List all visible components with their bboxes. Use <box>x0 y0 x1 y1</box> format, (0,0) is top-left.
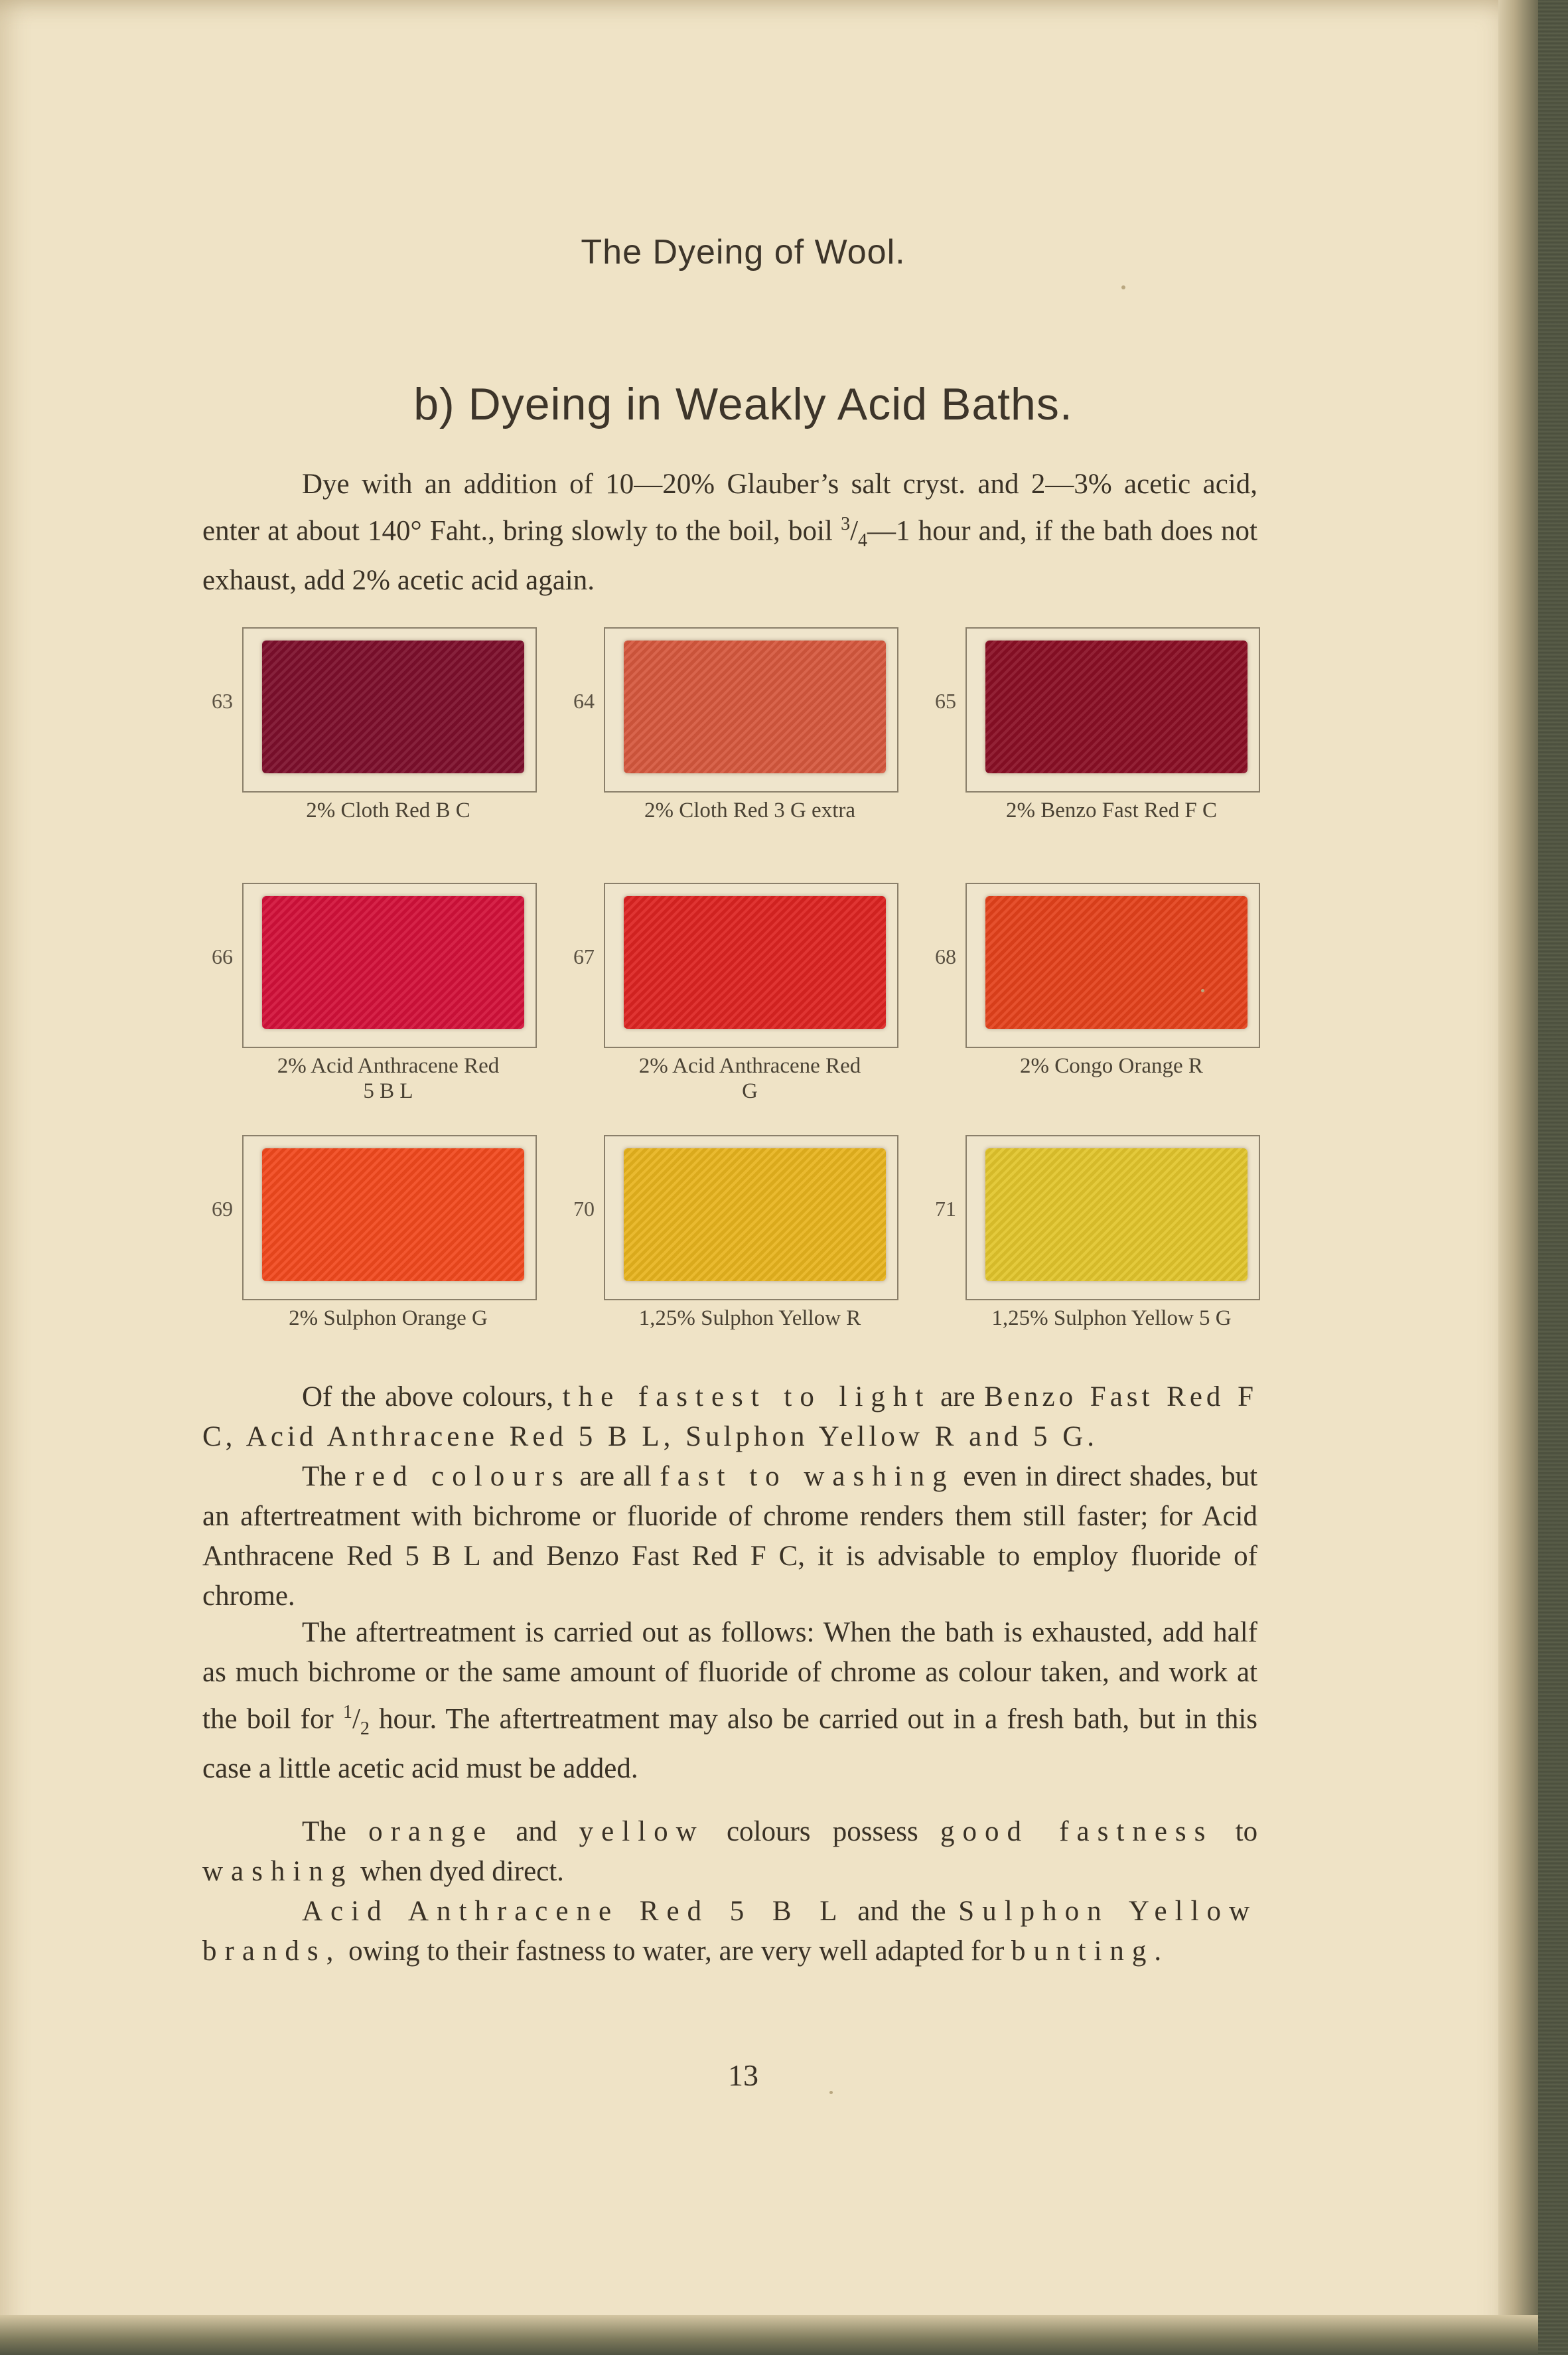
fabric-swatch-68 <box>985 896 1247 1029</box>
paper-speck <box>1121 285 1125 289</box>
swatch-caption: 2% Benzo Fast Red F C <box>1005 798 1218 822</box>
swatch-number: 70 <box>573 1196 595 1221</box>
paper-speck <box>1201 989 1204 992</box>
body-paragraph-3: The aftertreatment is carried out as follows: When the bath is exhausted, add half as much bichrome or the same amount of fluoride of chrome as colour taken, and work at the boil for $^1/_2$ hour. The aftertreatment may also be carried out in a fresh bath, but in this case a little acetic acid must be added. <box>202 1617 1258 1784</box>
fabric-swatch-64 <box>624 641 886 773</box>
p1-text-b: are <box>940 1381 975 1412</box>
fabric-swatch-63 <box>262 641 524 773</box>
p4-text-c: colours possess <box>726 1816 918 1847</box>
fabric-swatch-69 <box>262 1148 524 1281</box>
p3-text-b: hour. The aftertreatment may also be carried out in a fresh bath, but in this case a little acetic acid must be added. <box>202 1703 1258 1784</box>
swatch-caption: 2% Acid Anthracene Red G <box>638 1054 861 1103</box>
p5-text-a: and the <box>857 1896 946 1927</box>
swatch-number: 68 <box>935 944 956 968</box>
swatch-number: 71 <box>935 1196 956 1221</box>
swatch-caption: 2% Acid Anthracene Red 5 B L <box>277 1054 500 1103</box>
p4-emphasis-2: yellow <box>579 1816 705 1847</box>
p5-text-b: owing to their fastness to water, are very well adapted for <box>348 1936 1005 1967</box>
p4-emphasis-4: washing <box>202 1856 354 1887</box>
swatch-number: 63 <box>212 688 233 713</box>
book-cover-edge <box>1538 0 1568 2355</box>
page-number: 13 <box>728 2058 758 2092</box>
page-edge <box>1498 0 1538 2355</box>
swatch-caption: 1,25% Sulphon Yellow R <box>638 1306 861 1330</box>
p2-emphasis: red colours <box>354 1461 571 1492</box>
fraction-numerator: 3 <box>841 514 851 534</box>
paper-speck <box>829 2091 833 2094</box>
fabric-swatch-65 <box>985 641 1247 773</box>
p2-text-c: even in direct shades, but an aftertreatment with bichrome or fluoride of chrome renders them still faster; for Acid Anthracene Red 5 B L and Benzo Fast Red F C, it is advisable to employ fluoride of chrome. <box>202 1461 1258 1612</box>
swatch-number: 65 <box>935 688 956 713</box>
p4-emphasis-3: good fastness <box>940 1816 1214 1847</box>
swatch-number: 69 <box>212 1196 233 1221</box>
p4-text-b: and <box>516 1816 557 1847</box>
page-bottom-edge <box>0 2315 1538 2355</box>
intro-paragraph: Dye with an addition of 10—20% Glauber’s salt cryst. and 2—3% acetic acid, enter at about 140° Faht., bring slowly to the boil, boil $^3/_4—1$ hour and, if the bath does not exhaust, add 2% acetic acid again. <box>202 469 1258 596</box>
p3-text-a: The aftertreatment is carried out as follows: When the bath is exhausted, add half as much bichrome or the same amount of fluoride of chrome as colour taken, and work at the boil for <box>202 1617 1257 1735</box>
section-title: b) Dyeing in Weakly Acid Baths. <box>413 379 1073 429</box>
running-head: The Dyeing of Wool. <box>581 233 906 271</box>
p5-emphasis-2: Sulphon Yellow brands, <box>202 1896 1258 1967</box>
p1-emphasis: the fastest to light <box>562 1381 932 1412</box>
fraction-denominator: 4 <box>858 530 868 551</box>
swatch-number: 66 <box>212 944 233 968</box>
fraction-numerator: 1 <box>342 1702 352 1722</box>
p1-text-c: Benzo Fast Red F C, Acid Anthracene Red 5 B L, Sulphon Yellow R and 5 G. <box>202 1381 1258 1452</box>
swatch-number: 67 <box>573 944 595 968</box>
intro-line1: Dye with an addition of 10—20% Glauber’s salt cryst. and 2—3% acetic acid, enter at about 140° Faht., bring slowly to the boil, boil <box>202 469 1257 547</box>
p4-text-d: to <box>1235 1816 1258 1847</box>
swatch-caption: 2% Cloth Red B C <box>306 798 470 822</box>
body-paragraph-4 <box>202 1812 1257 1892</box>
intro-line2: —1 hour and, if the bath does not exhaust, add 2% acetic acid again. <box>202 515 1258 596</box>
body-paragraph-2 <box>202 1457 1257 1616</box>
p4-text-e: when dyed direct. <box>360 1856 564 1887</box>
p4-text-a: The <box>302 1816 346 1847</box>
fabric-swatch-66 <box>262 896 524 1029</box>
swatch-number: 64 <box>573 688 595 713</box>
fabric-swatch-70 <box>624 1148 886 1281</box>
fabric-swatch-71 <box>985 1148 1247 1281</box>
p2-text-b: are all <box>579 1461 652 1492</box>
swatch-caption: 2% Congo Orange R <box>1020 1054 1203 1078</box>
p2-text-a: The <box>302 1461 346 1492</box>
p2-emphasis-2: fast to washing <box>660 1461 955 1492</box>
fraction-denominator: 2 <box>360 1718 370 1739</box>
p4-emphasis: orange <box>368 1816 494 1847</box>
fabric-swatch-67 <box>624 896 886 1029</box>
p1-text: Of the above colours, <box>302 1381 553 1412</box>
body-paragraph-1 <box>202 1377 1257 1457</box>
body-paragraph-5 <box>202 1892 1257 1971</box>
p5-emphasis-3: bunting. <box>1011 1936 1170 1967</box>
p5-emphasis: Acid Anthracene Red 5 B L <box>302 1896 845 1927</box>
swatch-caption: 2% Cloth Red 3 G extra <box>644 798 856 822</box>
swatch-caption: 1,25% Sulphon Yellow 5 G <box>991 1306 1232 1330</box>
swatch-caption: 2% Sulphon Orange G <box>289 1306 488 1330</box>
